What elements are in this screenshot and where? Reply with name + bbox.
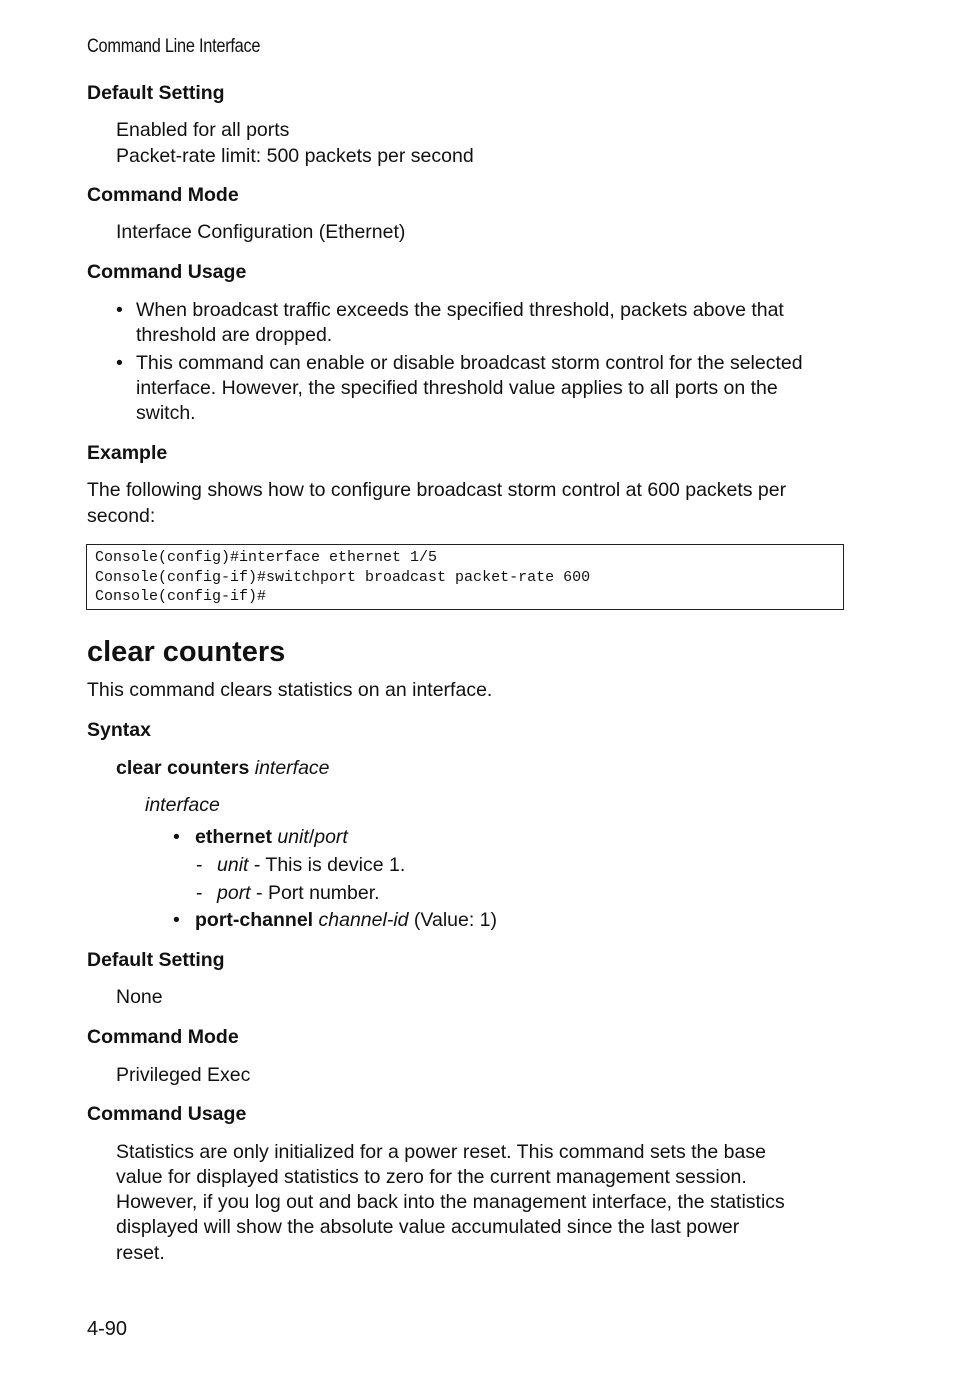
bullet-dot: • bbox=[173, 909, 180, 931]
code-line: Console(config-if)#switchport broadcast packet-rate 600 bbox=[95, 569, 591, 586]
usage-paragraph-line: However, if you log out and back into the management interface, the statistics bbox=[116, 1191, 785, 1213]
sub-item-dash: - bbox=[196, 882, 203, 904]
bullet-dot: • bbox=[116, 299, 123, 321]
example-intro-line: The following shows how to configure broadcast storm control at 600 packets per bbox=[87, 479, 787, 501]
usage-paragraph-line: displayed will show the absolute value accumulated since the last power bbox=[116, 1216, 740, 1238]
usage-bullet-line: switch. bbox=[136, 402, 196, 424]
syntax-heading: Syntax bbox=[87, 719, 151, 741]
example-intro-line: second: bbox=[87, 505, 156, 527]
command-usage-heading: Command Usage bbox=[87, 1103, 247, 1125]
usage-paragraph-line: Statistics are only initialized for a power reset. This command sets the base bbox=[116, 1141, 766, 1163]
bullet-dot: • bbox=[116, 352, 123, 374]
bullet-dot: • bbox=[173, 826, 180, 848]
page-number: 4-90 bbox=[87, 1318, 128, 1340]
syntax-line bbox=[116, 757, 330, 780]
section-description: This command clears statistics on an interface. bbox=[87, 679, 493, 701]
command-mode-value: Interface Configuration (Ethernet) bbox=[116, 221, 406, 243]
syntax-command: clear counters bbox=[116, 757, 250, 779]
default-setting-heading: Default Setting bbox=[87, 82, 225, 104]
usage-paragraph-line: reset. bbox=[116, 1242, 165, 1264]
usage-bullet-line: threshold are dropped. bbox=[136, 324, 333, 346]
code-line: Console(config-if)# bbox=[95, 588, 267, 605]
default-setting-line: Packet-rate limit: 500 packets per second bbox=[116, 145, 474, 167]
command-usage-heading: Command Usage bbox=[87, 261, 247, 283]
sub-item-unit: unit - This is device 1. bbox=[217, 854, 406, 876]
sub-item-port: port - Port number. bbox=[217, 882, 380, 904]
param-bullet-port-channel: port-channel channel-id (Value: 1) bbox=[195, 909, 498, 931]
usage-paragraph-line: value for displayed statistics to zero for the current management session. bbox=[116, 1166, 747, 1188]
code-line: Console(config)#interface ethernet 1/5 bbox=[95, 549, 438, 566]
usage-bullet-line: interface. However, the specified threshold value applies to all ports on the bbox=[136, 377, 778, 399]
section-title: clear counters bbox=[87, 636, 286, 668]
parameter-name: interface bbox=[145, 794, 220, 816]
command-mode-heading: Command Mode bbox=[87, 184, 239, 206]
default-setting-line: Enabled for all ports bbox=[116, 119, 290, 141]
param-bullet-ethernet: ethernet unit/port bbox=[195, 826, 348, 848]
usage-bullet-line: When broadcast traffic exceeds the specified threshold, packets above that bbox=[136, 299, 784, 321]
sub-item-dash: - bbox=[196, 854, 203, 876]
running-header: Command Line Interface bbox=[87, 36, 261, 57]
command-mode-value: Privileged Exec bbox=[116, 1064, 251, 1086]
syntax-parameter: interface bbox=[254, 757, 330, 779]
default-setting-heading: Default Setting bbox=[87, 949, 225, 971]
code-example-box bbox=[86, 544, 844, 610]
command-mode-heading: Command Mode bbox=[87, 1026, 239, 1048]
example-heading: Example bbox=[87, 442, 168, 464]
usage-bullet-line: This command can enable or disable broadcast storm control for the selected bbox=[136, 352, 803, 374]
default-setting-value: None bbox=[116, 986, 163, 1008]
